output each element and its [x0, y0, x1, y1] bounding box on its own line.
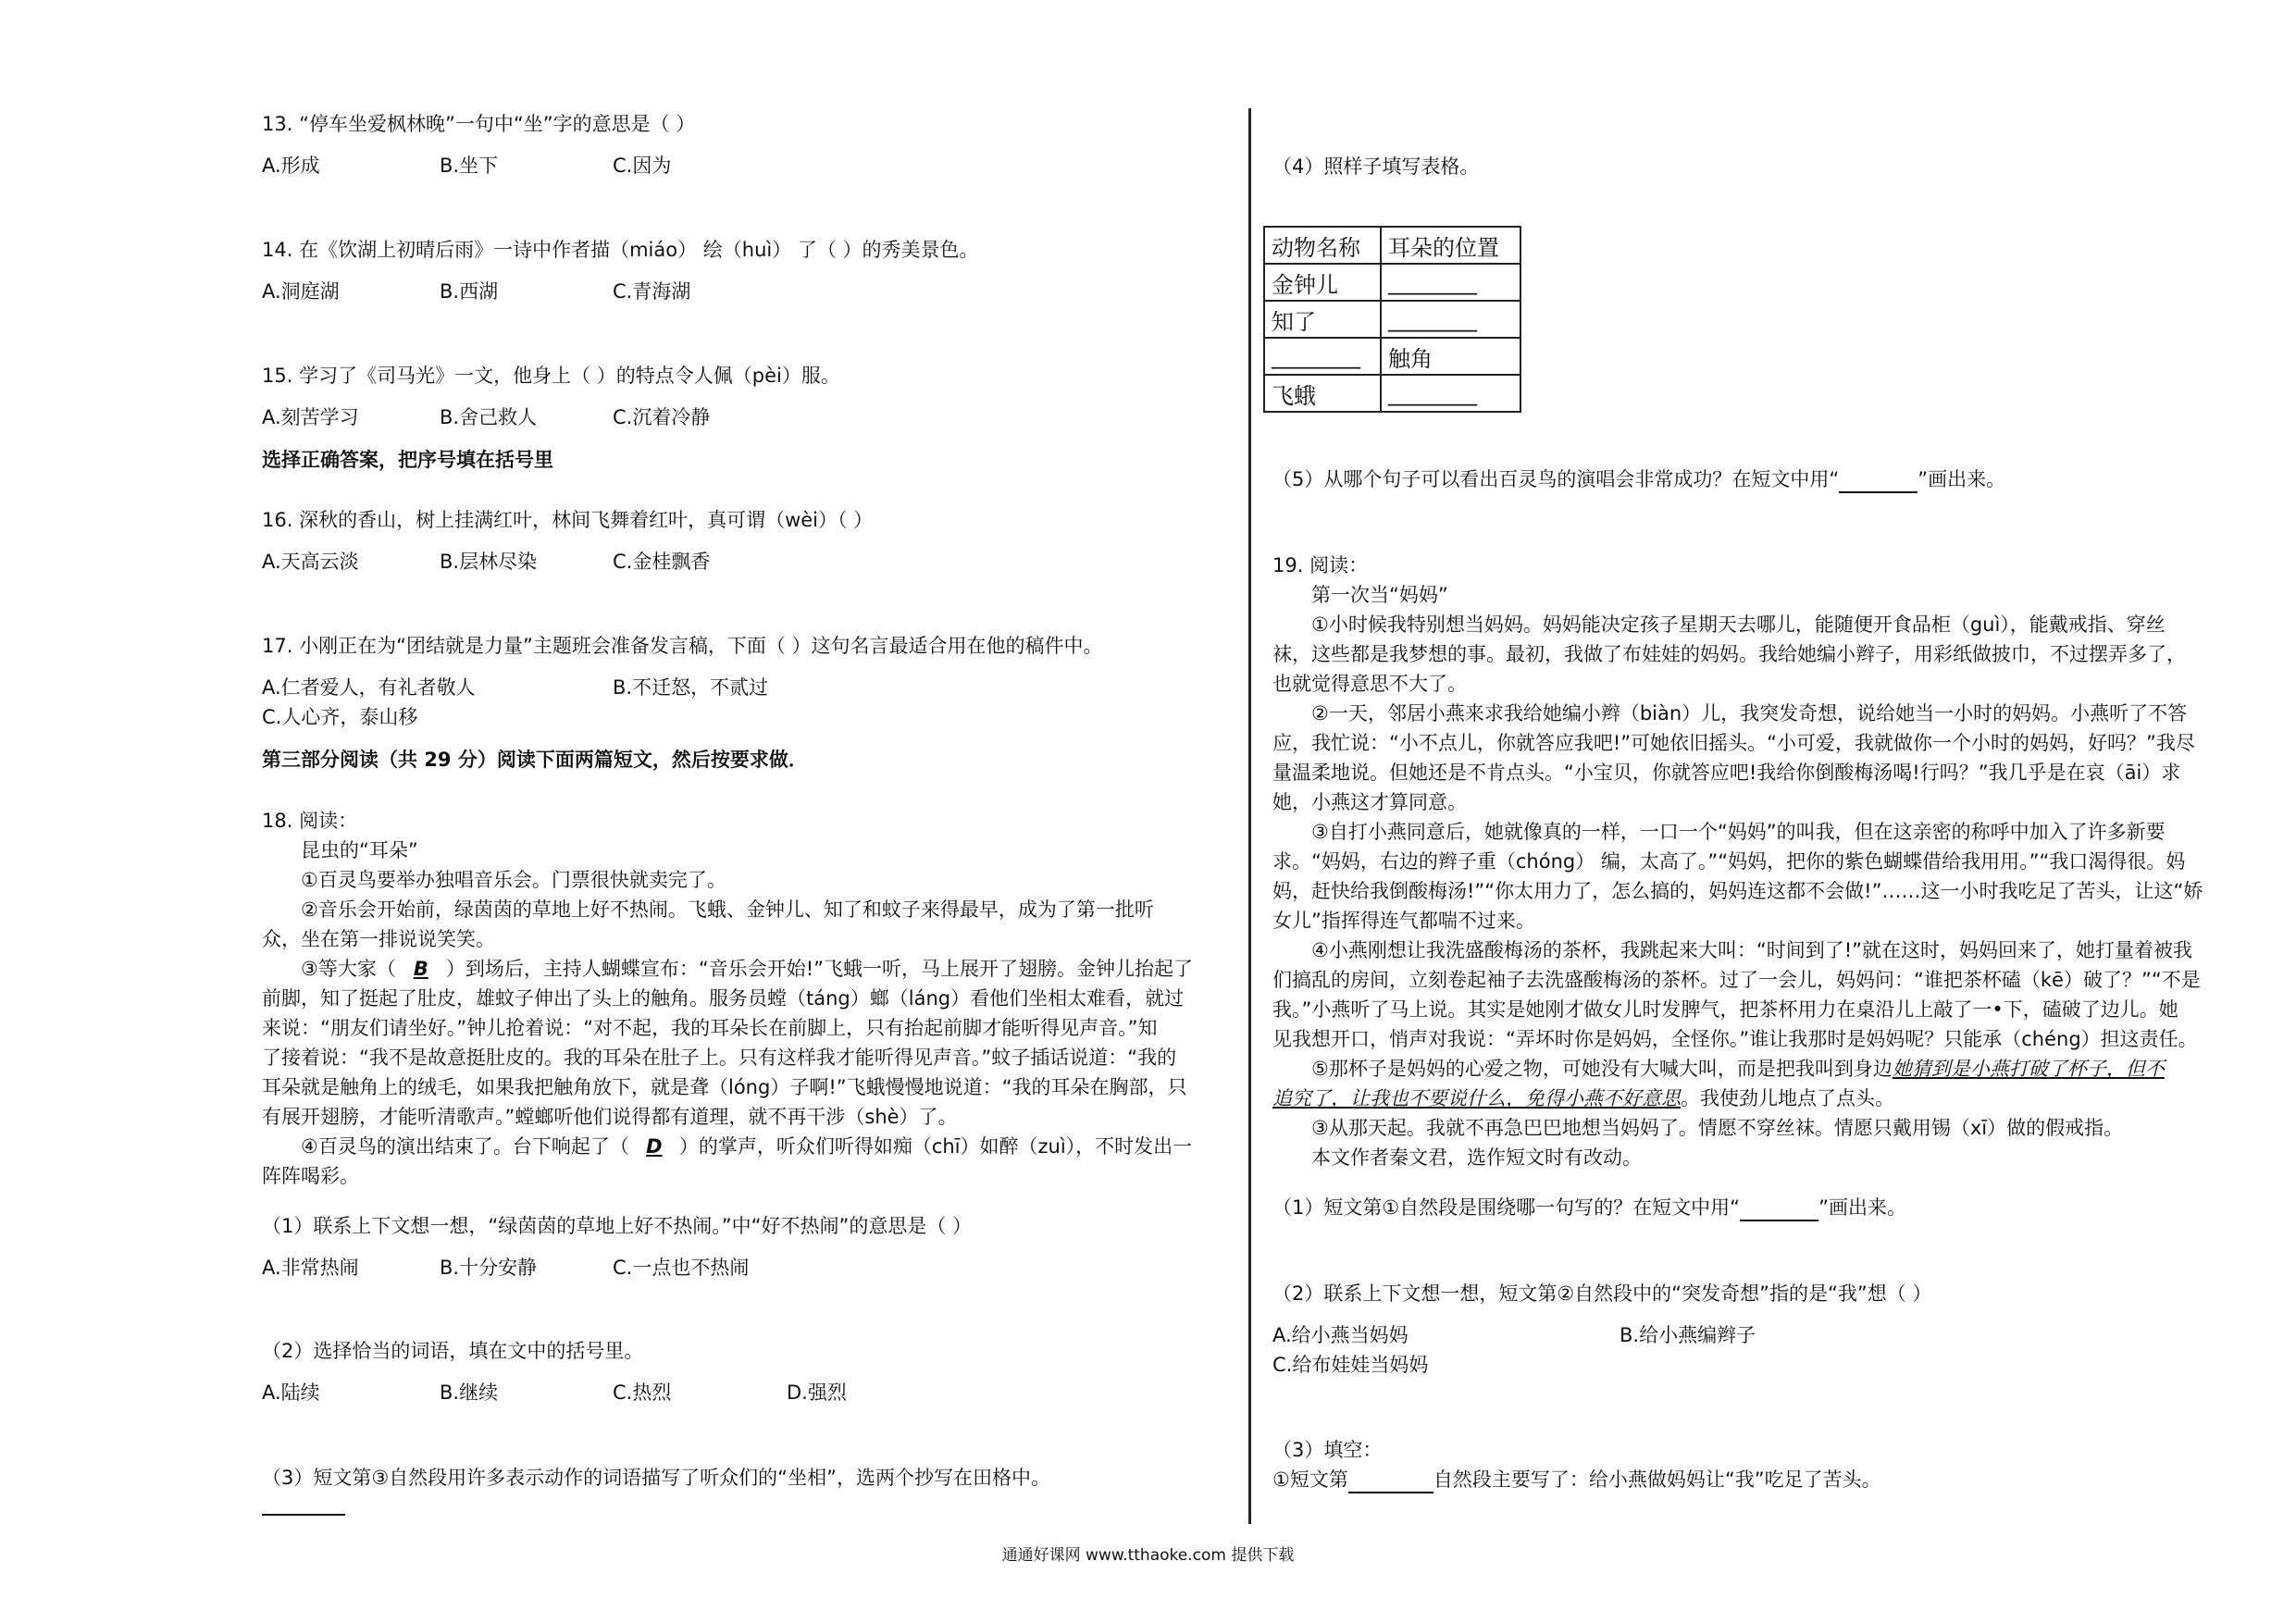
q19-line-14: 我。”小燕听了马上说。其实是她刚才做女儿时发脾气，把茶杯用力在桌沿儿上敲了一•下，磕破了边儿。她	[1272, 998, 2178, 1021]
q19-sub2-option-a[interactable]: A.给小燕当妈妈	[1272, 1324, 1409, 1346]
q19-head: 19. 阅读：	[1272, 554, 1369, 576]
q18-line-9: 有展开翅膀，才能听清歌声。”螳螂听他们说得都有道理，就不再干涉（shè）了。	[262, 1106, 958, 1128]
q17-option-b[interactable]: B.不迁怒，不贰过	[613, 676, 769, 699]
q19-line-1: ①小时候我特别想当妈妈。妈妈能决定孩子星期天去哪儿，能随便开食品柜（guì），能戴戒指、穿丝	[1311, 613, 2166, 636]
q19-line-12: ④小燕刚想让我洗盛酸梅汤的茶杯，我跳起来大叫：“时间到了!”就在这时，妈妈回来了，她打量着被我	[1311, 939, 2192, 961]
q19-line-9: 求。“妈妈，右边的辫子重（chóng） 编，太高了。”“妈妈，把你的紫色蝴蝶借给我用用。”“我口渴得很。妈	[1272, 850, 2186, 873]
q19-line-2: 袜，这些都是我梦想的事。最初，我做了布娃娃的妈妈。我给她编小辫子，用彩纸做披巾，不过摆弄多了，	[1272, 643, 2186, 665]
table-blank-cell[interactable]: ________	[1381, 301, 1520, 338]
q17-option-a[interactable]: A.仁者爱人，有礼者敬人	[262, 676, 476, 699]
q15-option-a[interactable]: A.刻苦学习	[262, 406, 359, 428]
q14-option-a[interactable]: A.洞庭湖	[262, 280, 340, 303]
table-blank-cell[interactable]: ________	[1381, 264, 1520, 301]
q18-line-1: ①百灵鸟要举办独唱音乐会。门票很快就卖完了。	[301, 869, 726, 891]
table-row	[1264, 301, 1520, 338]
q18-line-10	[301, 1133, 1192, 1160]
q18-sub3-answer-line[interactable]	[262, 1514, 345, 1516]
q13-stem: 13. “停车坐爱枫林晚”一句中“坐”字的意思是（ ）	[262, 113, 696, 135]
fill-blank[interactable]	[1348, 1471, 1433, 1493]
q18-sub2-option-a[interactable]: A.陆续	[262, 1381, 320, 1404]
q18-line-5: 前脚，知了挺起了肚皮，雄蚊子伸出了头上的触角。服务员螳（táng）螂（láng）看他们坐相太难看，就过	[262, 987, 1185, 1010]
q19-line-7: 她，小燕这才算同意。	[1272, 791, 1467, 813]
q18-line-3: 众，坐在第一排说说笑笑。	[262, 928, 495, 950]
section3-heading: 第三部分阅读（共 29 分）阅读下面两篇短文，然后按要求做．	[262, 749, 808, 771]
table-row	[1264, 227, 1520, 264]
q15-option-b[interactable]: B.舍己救人	[440, 406, 538, 428]
q15-stem: 15. 学习了《司马光》一文，他身上（ ）的特点令人佩（pèi）服。	[262, 365, 840, 387]
q14-option-c[interactable]: C.青海湖	[613, 280, 691, 303]
q19-sub2-stem: （2）联系上下文想一想，短文第②自然段中的“突发奇想”指的是“我”想（ ）	[1272, 1282, 1932, 1305]
q19-line-13: 们搞乱的房间，立刻卷起袖子去洗盛酸梅汤的茶杯。过了一会儿，妈妈问：“谁把茶杯磕（kē）破了？”“不是	[1272, 969, 2201, 991]
q14-option-b[interactable]: B.西湖	[440, 280, 499, 303]
q19-sub3-item1	[1272, 1466, 1881, 1493]
q19-sub1-b: ”画出来。	[1818, 1196, 1906, 1219]
q15-option-c[interactable]: C.沉着冷静	[613, 406, 711, 428]
underline-sample	[1839, 471, 1917, 493]
q19-line-17b: 。我使劲儿地点了点头。	[1681, 1087, 1894, 1109]
q19-line-16a: ⑤那杯子是妈妈的心爱之物，可她没有大喊大叫，而是把我叫到身边	[1311, 1058, 1893, 1080]
q19-line-18: ③从那天起。我就不再急巴巴地想当妈妈了。情愿不穿丝袜。情愿只戴用锡（xī）做的假戒指。	[1311, 1117, 2124, 1139]
q13-option-b[interactable]: B.坐下	[440, 155, 499, 177]
q19-underlined-sentence-1: 她猜到是小燕打破了杯子，但不	[1892, 1058, 2165, 1080]
q18-sub4-stem: （4）照样子填写表格。	[1272, 155, 1480, 178]
q18-line-10b: ）的掌声，听众们听得如痴（chī）如醉（zuì），不时发出一	[678, 1135, 1193, 1158]
table-cell: 触角	[1381, 338, 1520, 375]
q18-answer-d: D	[646, 1135, 663, 1158]
q18-sub5-stem	[1272, 465, 2005, 493]
q19-title: 第一次当“妈妈”	[1311, 584, 1448, 606]
q18-sub5-b: ”画出来。	[1917, 468, 2006, 490]
q18-sub2-option-c[interactable]: C.热烈	[613, 1381, 672, 1404]
q18-line-6: 来说：“朋友们请坐好。”钟儿抢着说：“对不起，我的耳朵长在前脚上，只有抬起前脚才能听得见声音。”知	[262, 1017, 1158, 1039]
q19-line-5: 应，我忙说：“小不点儿，你就答应我吧!”可她依旧摇头。“小可爱，我就做你一个小时的妈妈，好吗？”我尽	[1272, 732, 2195, 754]
q19-sub1-stem	[1272, 1194, 1906, 1221]
table-row	[1264, 338, 1520, 375]
q18-line-4a: ③等大家（	[301, 958, 396, 980]
q18-line-11: 阵阵喝彩。	[262, 1165, 359, 1187]
q18-sub5-a: （5）从哪个句子可以看出百灵鸟的演唱会非常成功？在短文中用“	[1272, 468, 1840, 490]
table-row	[1264, 375, 1520, 412]
q19-line-17	[1272, 1084, 1894, 1112]
q13-option-c[interactable]: C.因为	[613, 155, 672, 177]
table-blank-cell[interactable]: ________	[1381, 375, 1520, 412]
q19-sub3-stem: （3）填空：	[1272, 1439, 1383, 1461]
q19-sub2-option-b[interactable]: B.给小燕编辫子	[1620, 1324, 1756, 1346]
q18-answer-b: B	[413, 958, 428, 980]
q19-line-8: ③自打小燕同意后，她就像真的一样，一口一个“妈妈”的叫我，但在这亲密的称呼中加入了许多新要	[1311, 821, 2166, 843]
q18-sub1-option-b[interactable]: B.十分安静	[440, 1257, 538, 1279]
q18-line-2: ②音乐会开始前，绿茵茵的草地上好不热闹。飞蛾、金钟儿、知了和蚊子来得最早，成为了第一批听	[301, 898, 1154, 921]
q19-line-6: 量温柔地说。但她还是不肯点头。“小宝贝，你就答应吧!我给你倒酸梅汤喝!行吗？”我几乎是在哀（āi）求	[1272, 762, 2181, 784]
q19-sub3-item1-b: 自然段主要写了：给小燕做妈妈让“我”吃足了苦头。	[1433, 1468, 1881, 1491]
q19-line-16	[1311, 1055, 2165, 1083]
table-cell: 飞蛾	[1264, 375, 1381, 412]
table-cell: 知了	[1264, 301, 1381, 338]
q17-option-c[interactable]: C.人心齐，泰山移	[262, 706, 418, 728]
ear-position-table	[1263, 226, 1521, 413]
column-divider	[1248, 108, 1251, 1524]
q18-sub2-stem: （2）选择恰当的词语，填在文中的括号里。	[262, 1340, 644, 1362]
table-blank-cell[interactable]: ________	[1264, 338, 1381, 375]
q14-stem: 14. 在《饮湖上初晴后雨》一诗中作者描（miáo） 绘（huì） 了（ ）的秀美景色。	[262, 239, 979, 261]
table-row	[1264, 264, 1520, 301]
q18-sub2-option-b[interactable]: B.继续	[440, 1381, 499, 1404]
table-header-ear: 耳朵的位置	[1381, 227, 1520, 264]
table-header-animal: 动物名称	[1264, 227, 1381, 264]
q18-sub1-option-c[interactable]: C.一点也不热闹	[613, 1257, 750, 1279]
q18-sub1-stem: （1）联系上下文想一想，“绿茵茵的草地上好不热闹。”中“好不热闹”的意思是（ ）	[262, 1215, 973, 1237]
q18-sub2-option-d[interactable]: D.强烈	[787, 1381, 847, 1404]
q19-line-10: 妈，赶快给我倒酸梅汤!”“你太用力了，怎么搞的，妈妈连这都不会做!”……这一小时我吃足了苦头，让这“娇	[1272, 880, 2203, 902]
q16-stem: 16. 深秋的香山，树上挂满红叶，林间飞舞着红叶，真可谓（wèi）（ ）	[262, 509, 874, 531]
q19-line-19: 本文作者秦文君，选作短文时有改动。	[1311, 1146, 1642, 1169]
q18-line-10a: ④百灵鸟的演出结束了。台下响起了（	[301, 1135, 629, 1158]
q17-stem: 17. 小刚正在为“团结就是力量”主题班会准备发言稿，下面（ ）这句名言最适合用在他的稿件中。	[262, 635, 1103, 657]
section-choose-heading: 选择正确答案，把序号填在括号里	[262, 449, 553, 471]
q18-sub3-stem: （3）短文第③自然段用许多表示动作的词语描写了听众们的“坐相”，选两个抄写在田格中。	[262, 1467, 1050, 1489]
q19-line-4: ②一天，邻居小燕来求我给她编小辫（biàn）儿，我突发奇想，说给她当一小时的妈妈。小燕听了不答	[1311, 702, 2188, 725]
q18-head: 18. 阅读：	[262, 810, 358, 832]
q19-line-15: 见我想开口，悄声对我说：“弄坏时你是妈妈，全怪你。”谁让我那时是妈妈呢？只能承（chéng）担这责任。	[1272, 1028, 2198, 1050]
q18-title: 昆虫的“耳朵”	[301, 839, 418, 861]
q19-sub1-a: （1）短文第①自然段是围绕哪一句写的？在短文中用“	[1272, 1196, 1741, 1219]
table-cell: 金钟儿	[1264, 264, 1381, 301]
underline-sample	[1740, 1199, 1818, 1221]
q16-option-b[interactable]: B.层林尽染	[440, 551, 538, 573]
q19-sub2-option-c[interactable]: C.给布娃娃当妈妈	[1272, 1354, 1429, 1376]
q19-line-3: 也就觉得意思不大了。	[1272, 673, 1467, 695]
q19-underlined-sentence-2: 追究了，让我也不要说什么，免得小燕不好意思	[1272, 1087, 1681, 1109]
q19-line-11: 女儿”指挥得连气都喘不过来。	[1272, 910, 1535, 932]
q18-line-4	[301, 955, 1193, 983]
q16-option-c[interactable]: C.金桂飘香	[613, 551, 711, 573]
q18-line-7: 了接着说：“我不是故意挺肚皮的。我的耳朵在肚子上。只有这样我才能听得见声音。”蚊子插话说道：“我的	[262, 1047, 1177, 1069]
page-footer: 通通好课网 www.tthaoke.com 提供下载	[1001, 1546, 1295, 1565]
q18-line-4b: ）到场后，主持人蝴蝶宣布：“音乐会开始!”飞蛾一听，马上展开了翅膀。金钟儿抬起了	[445, 958, 1194, 980]
q18-line-8: 耳朵就是触角上的绒毛，如果我把触角放下，就是聋（lóng）子啊!”飞蛾慢慢地说道：“我的耳朵在胸部，只	[262, 1076, 1187, 1098]
q13-option-a[interactable]: A.形成	[262, 155, 320, 177]
q19-sub3-item1-a: ①短文第	[1272, 1468, 1348, 1491]
q16-option-a[interactable]: A.天高云淡	[262, 551, 359, 573]
q18-sub1-option-a[interactable]: A.非常热闹	[262, 1257, 359, 1279]
